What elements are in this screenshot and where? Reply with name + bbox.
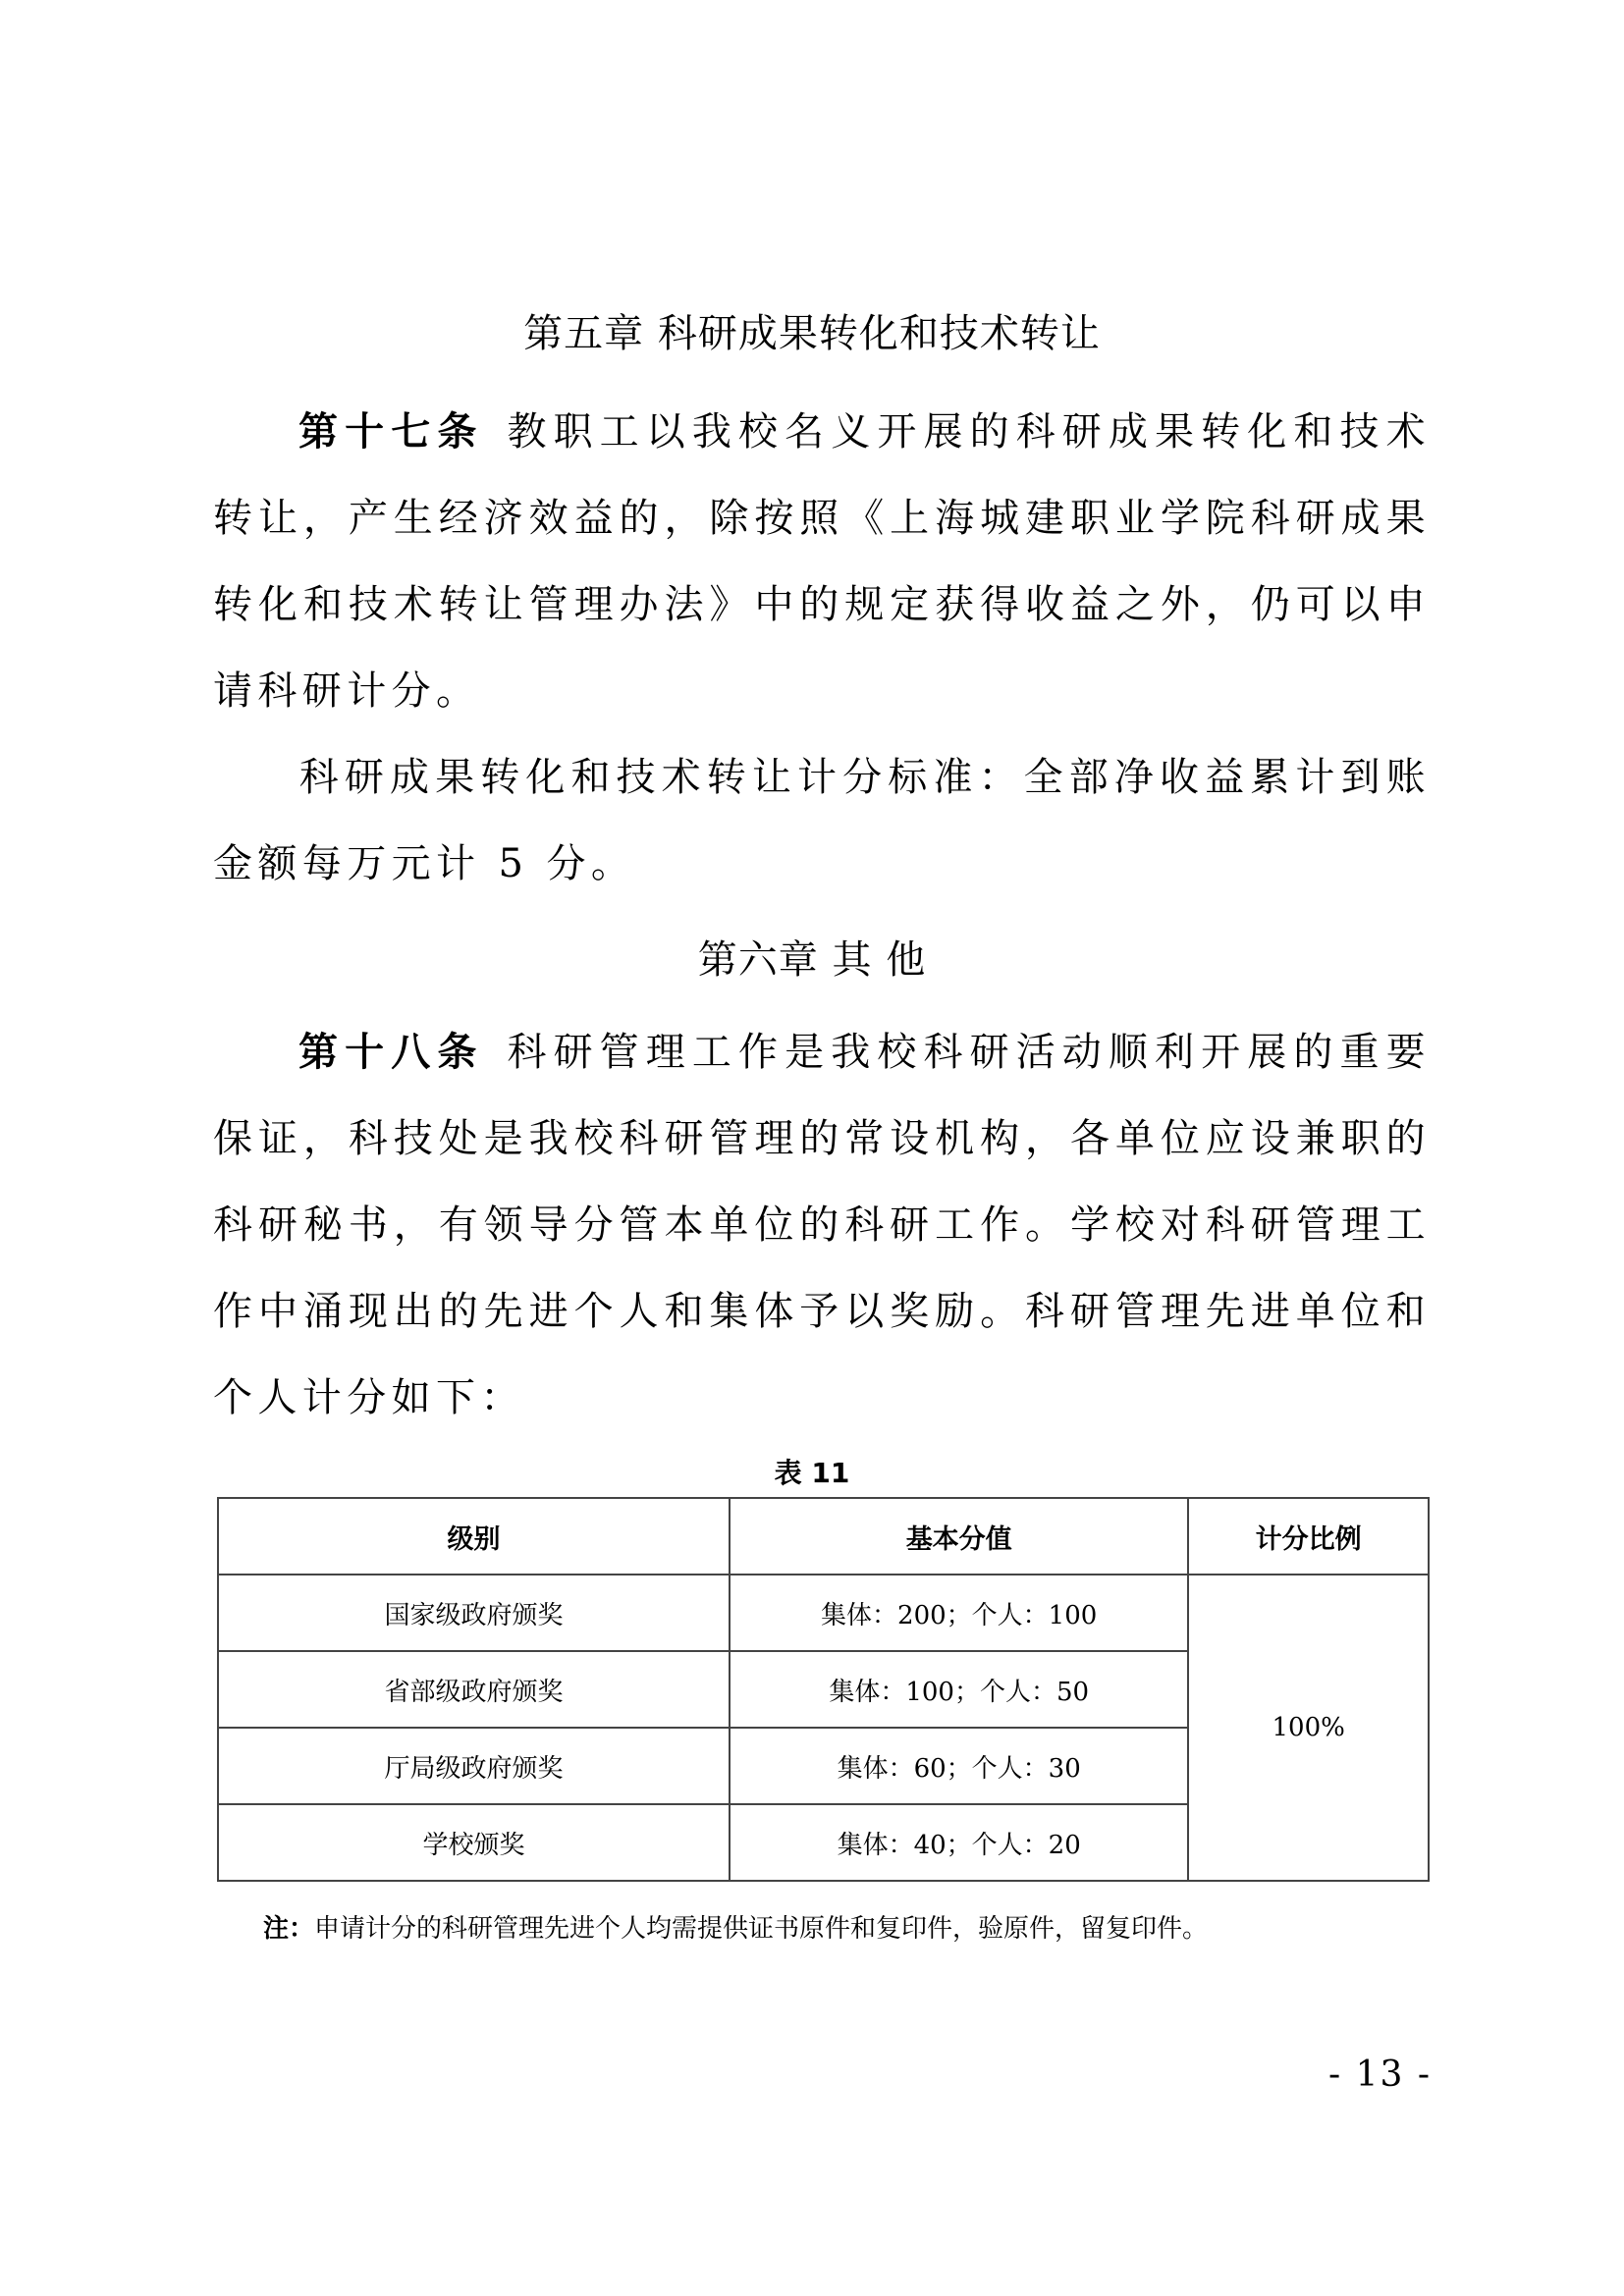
page-number: - 13 - xyxy=(1327,2055,1432,2095)
cell-level: 国家级政府颁奖 xyxy=(218,1575,730,1651)
table-header-row xyxy=(218,1498,1429,1575)
cell-level: 省部级政府颁奖 xyxy=(218,1651,730,1728)
chapter-6-heading: 第六章 其 他 xyxy=(697,937,927,983)
article-18-text: 科研管理工作是我校科研活动顺利开展的重要保证，科技处是我校科研管理的常设机构，各单位应设兼职的科研秘书，有领导分管本单位的科研工作。学校对科研管理工作中涌现出的先进个人和集体予以奖励。科研管理先进单位和个人计分如下： xyxy=(213,1030,1431,1420)
note-text: 申请计分的科研管理先进个人均需提供证书原件和复印件，验原件，留复印件。 xyxy=(314,1914,1209,1944)
cell-level: 厅局级政府颁奖 xyxy=(218,1728,730,1804)
header-ratio: 计分比例 xyxy=(1188,1498,1429,1575)
article-17-paragraph xyxy=(213,389,1431,734)
cell-ratio: 100% xyxy=(1188,1575,1429,1881)
cell-level: 学校颁奖 xyxy=(218,1804,730,1881)
table-row xyxy=(218,1575,1429,1651)
article-17-standard-paragraph xyxy=(213,734,1431,907)
cell-score: 集体：100；个人：50 xyxy=(730,1651,1188,1728)
table-note xyxy=(263,1912,1208,1946)
cell-score: 集体：200；个人：100 xyxy=(730,1575,1188,1651)
table-11 xyxy=(217,1497,1430,1882)
header-base-score: 基本分值 xyxy=(730,1498,1188,1575)
cell-score: 集体：40；个人：20 xyxy=(730,1804,1188,1881)
table-11-caption: 表 11 xyxy=(774,1457,850,1489)
cell-score: 集体：60；个人：30 xyxy=(730,1728,1188,1804)
note-label: 注： xyxy=(263,1914,315,1944)
header-level: 级别 xyxy=(218,1498,730,1575)
article-17-standard-text: 科研成果转化和技术转让计分标准：全部净收益累计到账金额每万元计 5 分。 xyxy=(213,755,1431,886)
article-17-label: 第十七条 xyxy=(298,409,484,454)
chapter-5-heading: 第五章 科研成果转化和技术转让 xyxy=(523,311,1101,356)
article-18-label: 第十八条 xyxy=(298,1030,484,1075)
article-17-text: 教职工以我校名义开展的科研成果转化和技术转让，产生经济效益的，除按照《上海城建职业学院科研成果转化和技术转让管理办法》中的规定获得收益之外，仍可以申请科研计分。 xyxy=(213,409,1431,714)
article-18-paragraph xyxy=(213,1009,1431,1441)
